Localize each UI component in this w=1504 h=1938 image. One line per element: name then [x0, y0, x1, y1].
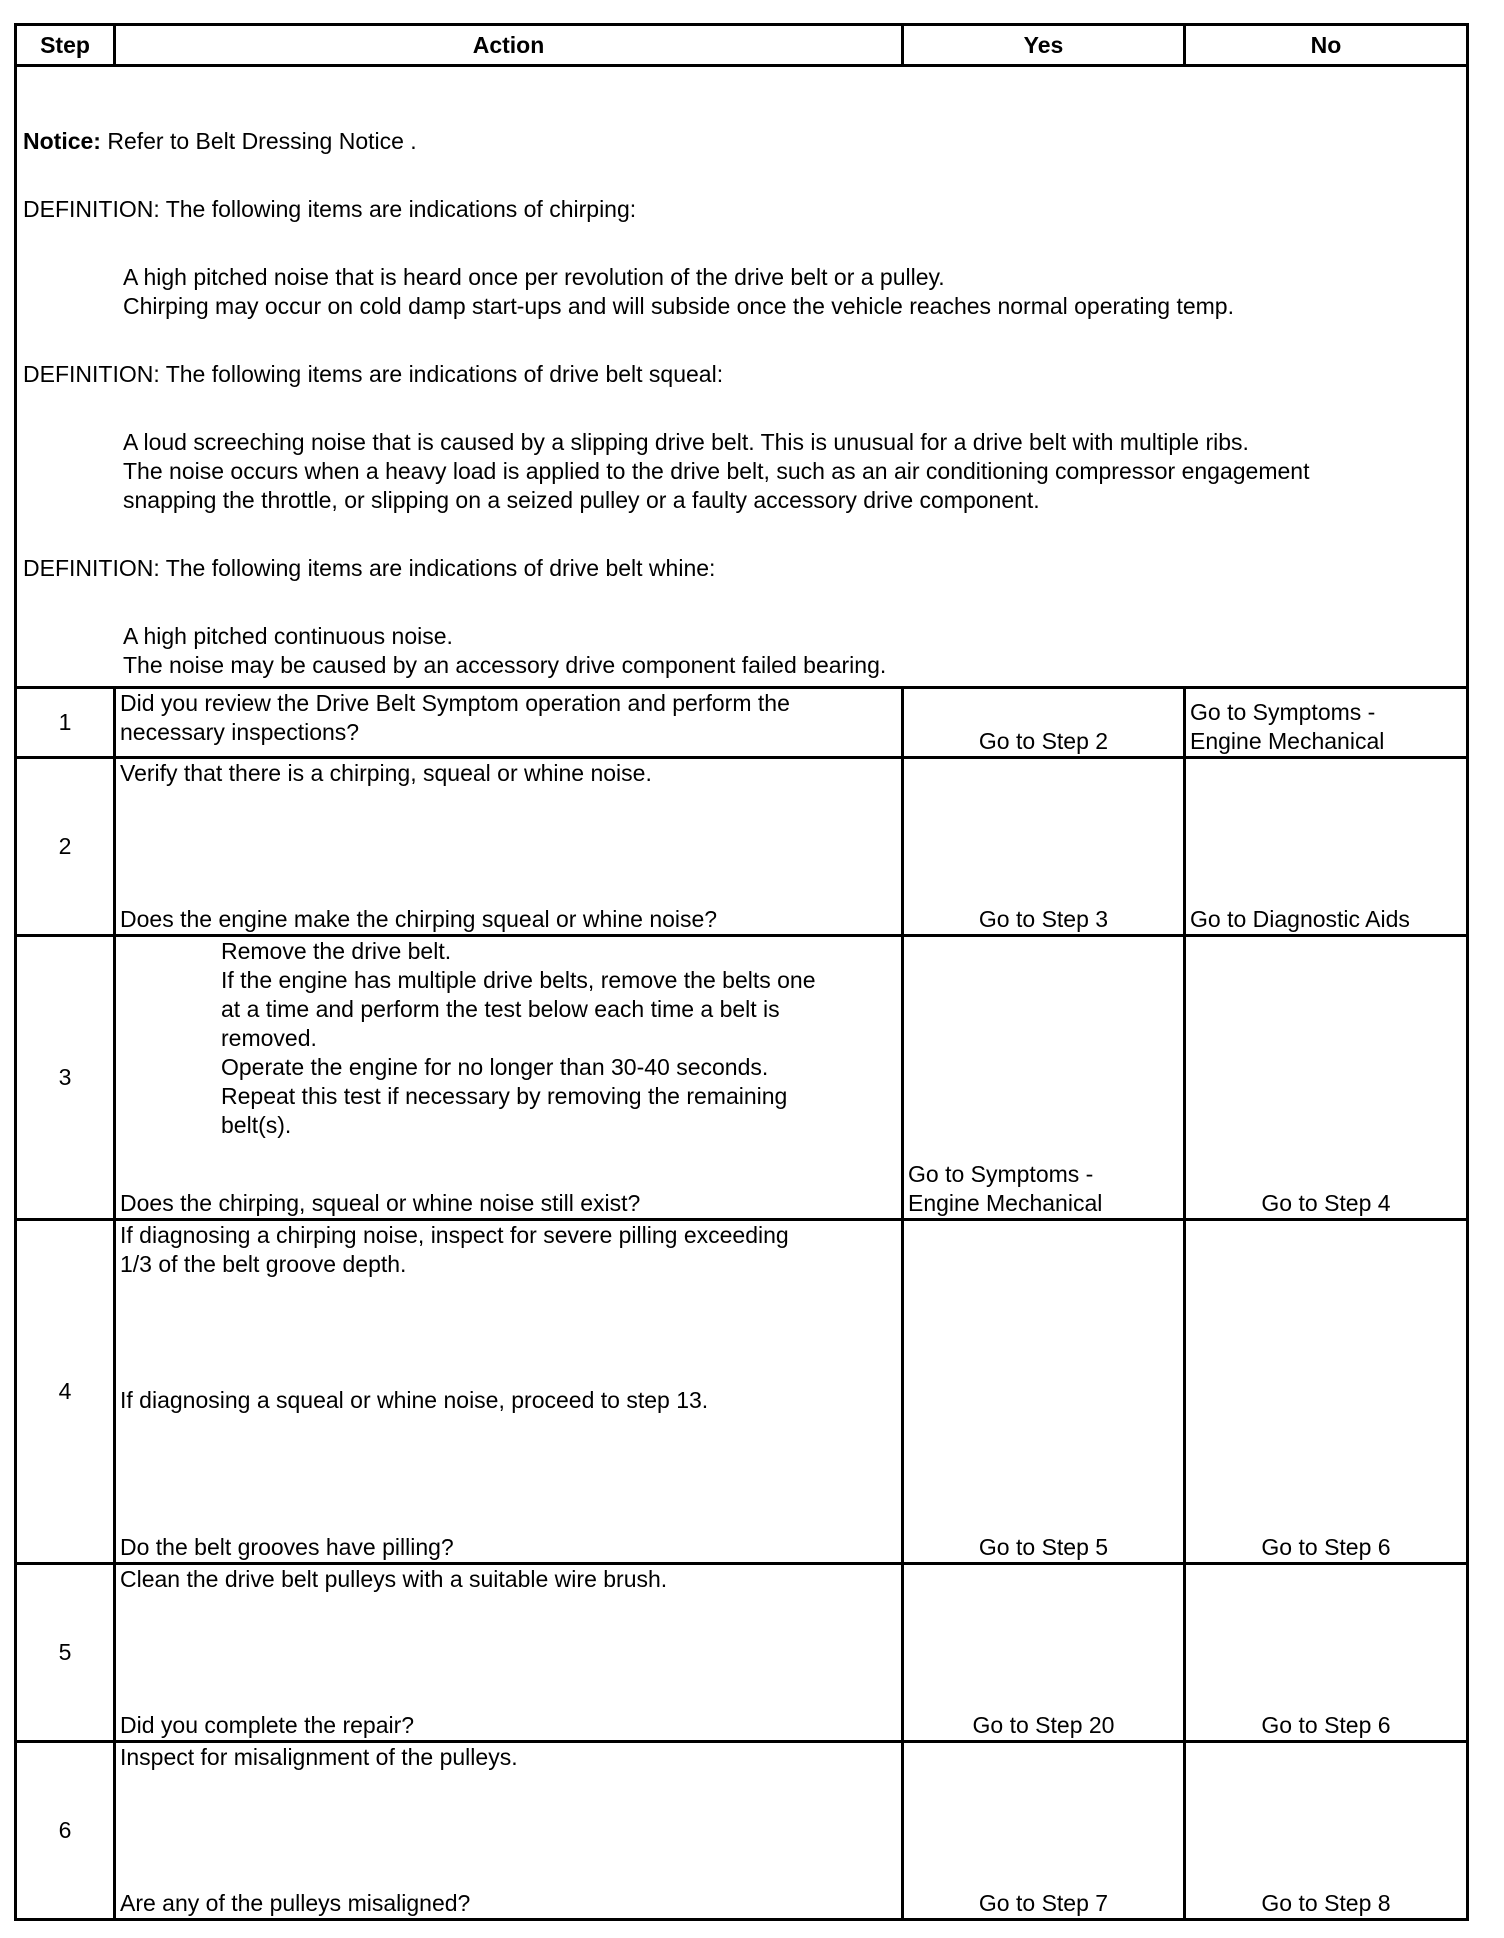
- definition-line: Chirping may occur on cold damp start-ups and will subside once the vehicle reaches normal operating temp.: [123, 293, 1234, 319]
- header-action: Action: [115, 25, 903, 66]
- step-question: Do the belt grooves have pilling?: [120, 1534, 454, 1560]
- step-no: [1185, 688, 1468, 758]
- action-line: If diagnosing a chirping noise, inspect for severe pilling exceeding: [120, 1222, 789, 1248]
- header-row: [16, 25, 1468, 66]
- definition-squeal: DEFINITION: The following items are indications of drive belt squeal:: [23, 361, 724, 387]
- step-no: Go to Step 6: [1185, 1564, 1468, 1742]
- step-action: [115, 1742, 903, 1920]
- step-no: Go to Step 6: [1185, 1220, 1468, 1564]
- definition-line: The noise may be caused by an accessory drive component failed bearing.: [123, 652, 887, 678]
- step-number: 2: [16, 758, 115, 936]
- definition-line: A loud screeching noise that is caused by a slipping drive belt. This is unusual for a drive belt with multiple ribs.: [123, 429, 1249, 455]
- notice: [23, 127, 1460, 156]
- step-row-3: [16, 936, 1468, 1220]
- definition-line: The noise occurs when a heavy load is applied to the drive belt, such as an air conditioning compressor engagement: [123, 458, 1310, 484]
- step-no: Go to Step 8: [1185, 1742, 1468, 1920]
- step-yes: Go to Step 3: [903, 758, 1185, 936]
- no-line: Engine Mechanical: [1190, 728, 1385, 754]
- step-yes: Go to Step 7: [903, 1742, 1185, 1920]
- step-action: [115, 1220, 903, 1564]
- step-number: 4: [16, 1220, 115, 1564]
- step-no: Go to Diagnostic Aids: [1185, 758, 1468, 936]
- step-number: 1: [16, 688, 115, 758]
- definition-line: A high pitched noise that is heard once per revolution of the drive belt or a pulley.: [123, 264, 945, 290]
- action-line: Inspect for misalignment of the pulleys.: [120, 1744, 518, 1770]
- header-no: No: [1185, 25, 1468, 66]
- action-line: at a time and perform the test below each time a belt is: [221, 996, 780, 1022]
- action-line: If diagnosing a squeal or whine noise, proceed to step 13.: [120, 1387, 709, 1413]
- notice-text: Refer to Belt Dressing Notice .: [100, 128, 417, 154]
- step-question: Did you complete the repair?: [120, 1712, 415, 1738]
- action-line: Repeat this test if necessary by removing the remaining: [221, 1083, 788, 1109]
- step-number: 5: [16, 1564, 115, 1742]
- no-line: Go to Symptoms -: [1190, 699, 1376, 725]
- step-no: Go to Step 4: [1185, 936, 1468, 1220]
- definition-line: snapping the throttle, or slipping on a seized pulley or a faulty accessory drive component.: [123, 487, 1040, 513]
- step-row-6: [16, 1742, 1468, 1920]
- notice-label: Notice:: [23, 128, 101, 154]
- definition-whine: DEFINITION: The following items are indications of drive belt whine:: [23, 555, 716, 581]
- diagnostic-table: [14, 23, 1466, 1921]
- intro-cell: [16, 66, 1468, 688]
- action-line: Operate the engine for no longer than 30-40 seconds.: [221, 1054, 769, 1080]
- step-number: 6: [16, 1742, 115, 1920]
- step-question: Does the engine make the chirping squeal or whine noise?: [120, 906, 718, 932]
- step-action: [115, 758, 903, 936]
- step-action: [115, 1564, 903, 1742]
- step-action: [115, 688, 903, 758]
- action-line: Verify that there is a chirping, squeal or whine noise.: [120, 760, 652, 786]
- yes-line: Go to Symptoms -: [908, 1161, 1094, 1187]
- step-number: 3: [16, 936, 115, 1220]
- action-line: Remove the drive belt.: [221, 938, 452, 964]
- step-yes: Go to Step 20: [903, 1564, 1185, 1742]
- step-row-5: [16, 1564, 1468, 1742]
- definition-line: A high pitched continuous noise.: [123, 623, 453, 649]
- action-line: Clean the drive belt pulleys with a suitable wire brush.: [120, 1566, 668, 1592]
- definition-chirping: DEFINITION: The following items are indications of chirping:: [23, 196, 637, 222]
- step-question: Are any of the pulleys misaligned?: [120, 1890, 471, 1916]
- step-yes: Go to Step 5: [903, 1220, 1185, 1564]
- action-line: If the engine has multiple drive belts, remove the belts one: [221, 967, 816, 993]
- action-line: Did you review the Drive Belt Symptom operation and perform the: [120, 690, 790, 716]
- intro-row: [16, 66, 1468, 688]
- step-question: Does the chirping, squeal or whine noise still exist?: [120, 1190, 641, 1216]
- step-row-4: [16, 1220, 1468, 1564]
- action-line: belt(s).: [221, 1112, 292, 1138]
- yes-line: Engine Mechanical: [908, 1190, 1103, 1216]
- header-yes: Yes: [903, 25, 1185, 66]
- step-yes: [903, 936, 1185, 1220]
- action-line: necessary inspections?: [120, 719, 360, 745]
- step-row-1: [16, 688, 1468, 758]
- action-line: 1/3 of the belt groove depth.: [120, 1251, 407, 1277]
- step-yes: Go to Step 2: [903, 688, 1185, 758]
- action-line: removed.: [221, 1025, 317, 1051]
- step-row-2: [16, 758, 1468, 936]
- step-action: [115, 936, 903, 1220]
- header-step: Step: [16, 25, 115, 66]
